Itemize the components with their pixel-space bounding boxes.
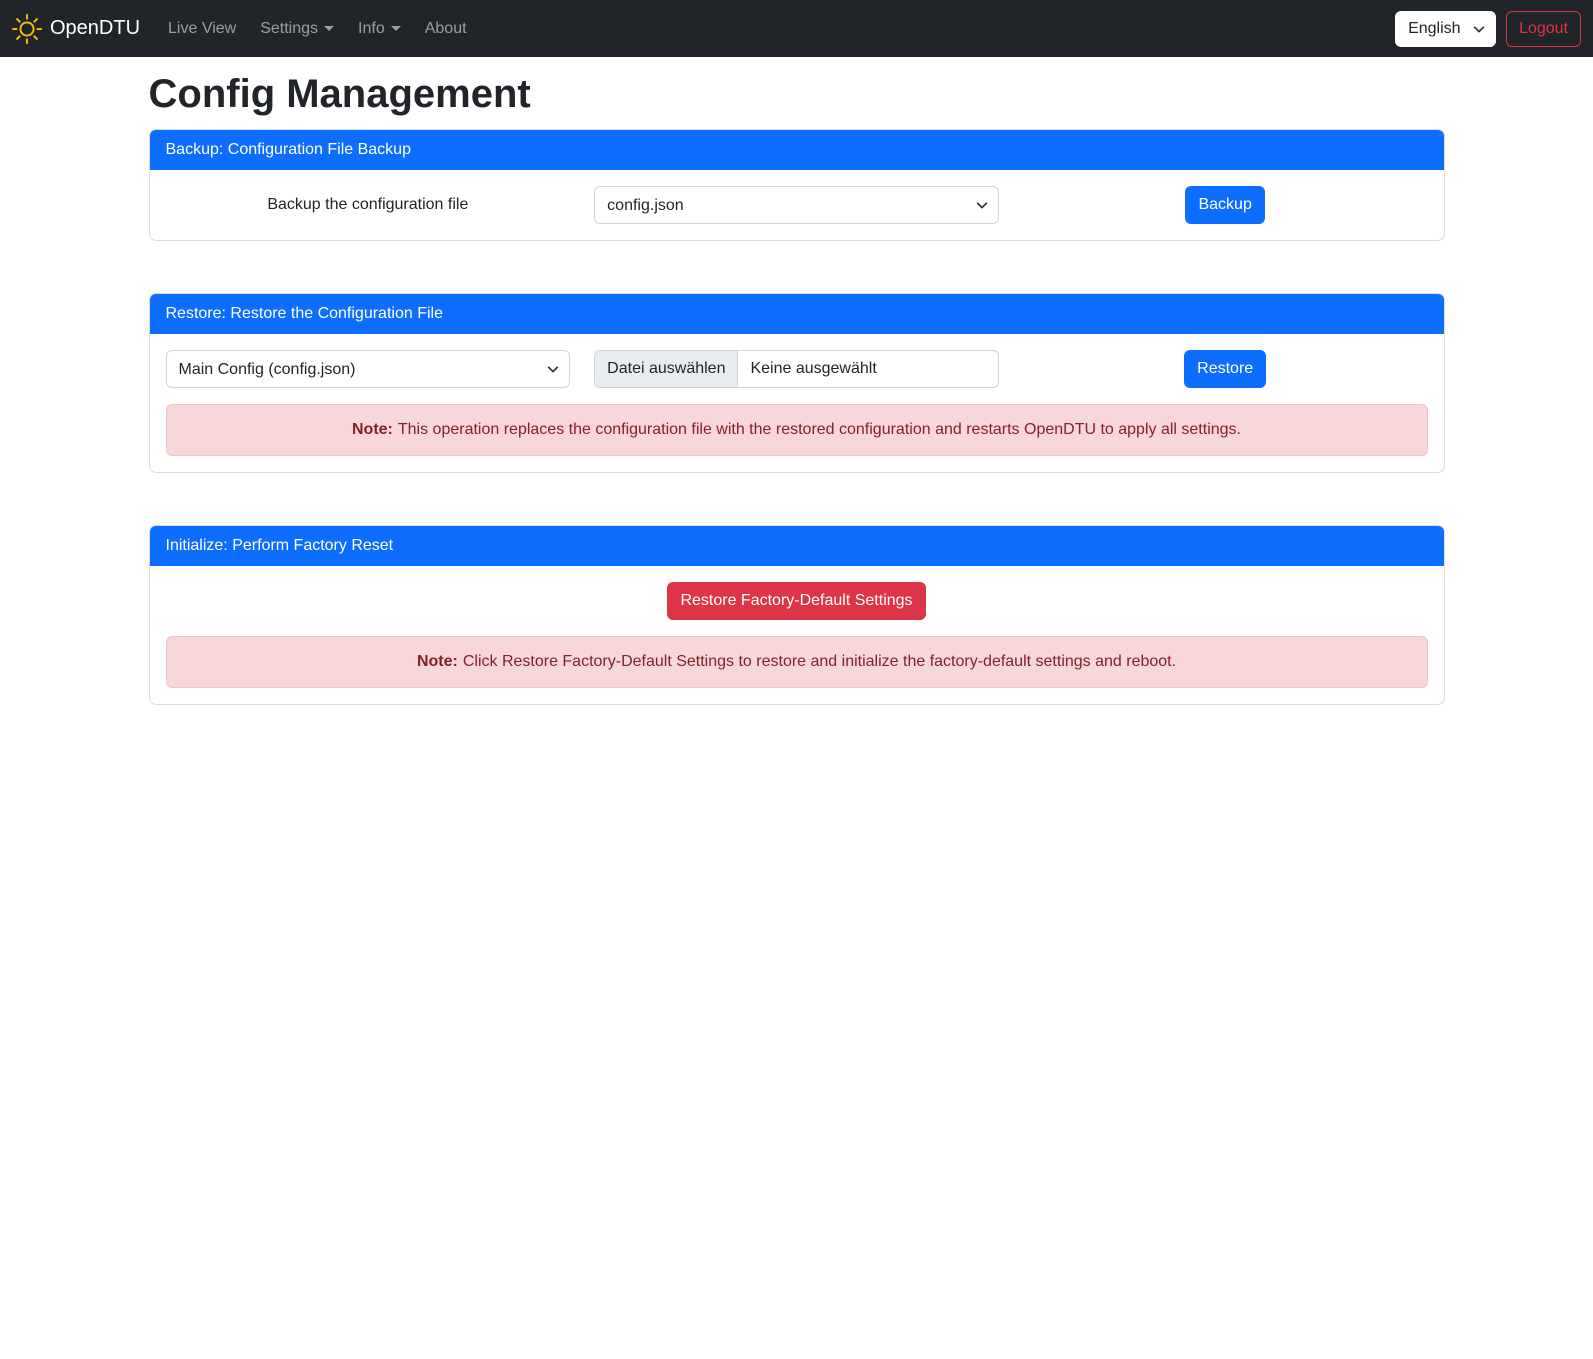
backup-file-label: Backup the configuration file [267,196,469,213]
nav-item-about[interactable] [417,12,475,46]
file-status-text: Keine ausgewählt [750,360,877,377]
factory-reset-button[interactable]: Restore Factory-Default Settings [667,582,925,620]
file-choose-button[interactable]: Datei auswählen [595,351,738,387]
navbar-right [1395,11,1581,47]
sun-icon [12,14,42,44]
brand-link[interactable] [12,14,140,44]
backup-file-select[interactable] [594,186,999,224]
note-prefix: Note: [416,653,458,670]
backup-card-body [150,170,1444,240]
nav-item-label: Settings [260,19,319,37]
factory-reset-card-body [150,566,1444,704]
nav-item-label: Info [358,19,385,37]
factory-reset-note-alert [166,636,1428,688]
nav-item-live-view[interactable] [160,12,244,46]
main-container [137,72,1457,705]
nav-item-info[interactable] [350,12,409,46]
nav-item-label: About [424,19,467,37]
restore-config-select[interactable] [166,350,571,388]
logout-button[interactable]: Logout [1506,11,1581,47]
backup-card [149,129,1445,241]
factory-reset-card [149,525,1445,705]
restore-note-alert [166,404,1428,456]
note-text: This operation replaces the configuration file with the restored configuration and restarts OpenDTU to apply all settings. [397,421,1241,438]
nav-links [156,12,479,46]
top-navbar [0,0,1593,57]
restore-card [149,293,1445,473]
restore-card-body [150,334,1444,472]
restore-file-input[interactable] [594,350,999,388]
backup-file-select-wrap [594,186,999,224]
backup-button[interactable]: Backup [1185,186,1264,224]
language-select-wrap [1395,11,1496,47]
caret-down-icon [391,26,401,31]
caret-down-icon [324,26,334,31]
factory-reset-card-header: Initialize: Perform Factory Reset [150,526,1444,566]
page-title: Config Management [148,72,531,116]
language-select[interactable] [1395,11,1496,47]
nav-item-settings[interactable] [252,12,342,46]
note-text: Click Restore Factory-Default Settings to restore and initialize the factory-default settings and reboot. [462,653,1177,670]
nav-item-label: Live View [168,19,237,37]
restore-config-select-wrap [166,350,571,388]
restore-card-header: Restore: Restore the Configuration File [150,294,1444,334]
restore-button[interactable]: Restore [1184,350,1266,388]
backup-card-header: Backup: Configuration File Backup [150,130,1444,170]
note-prefix: Note: [351,421,393,438]
brand-label: OpenDTU [50,17,141,39]
